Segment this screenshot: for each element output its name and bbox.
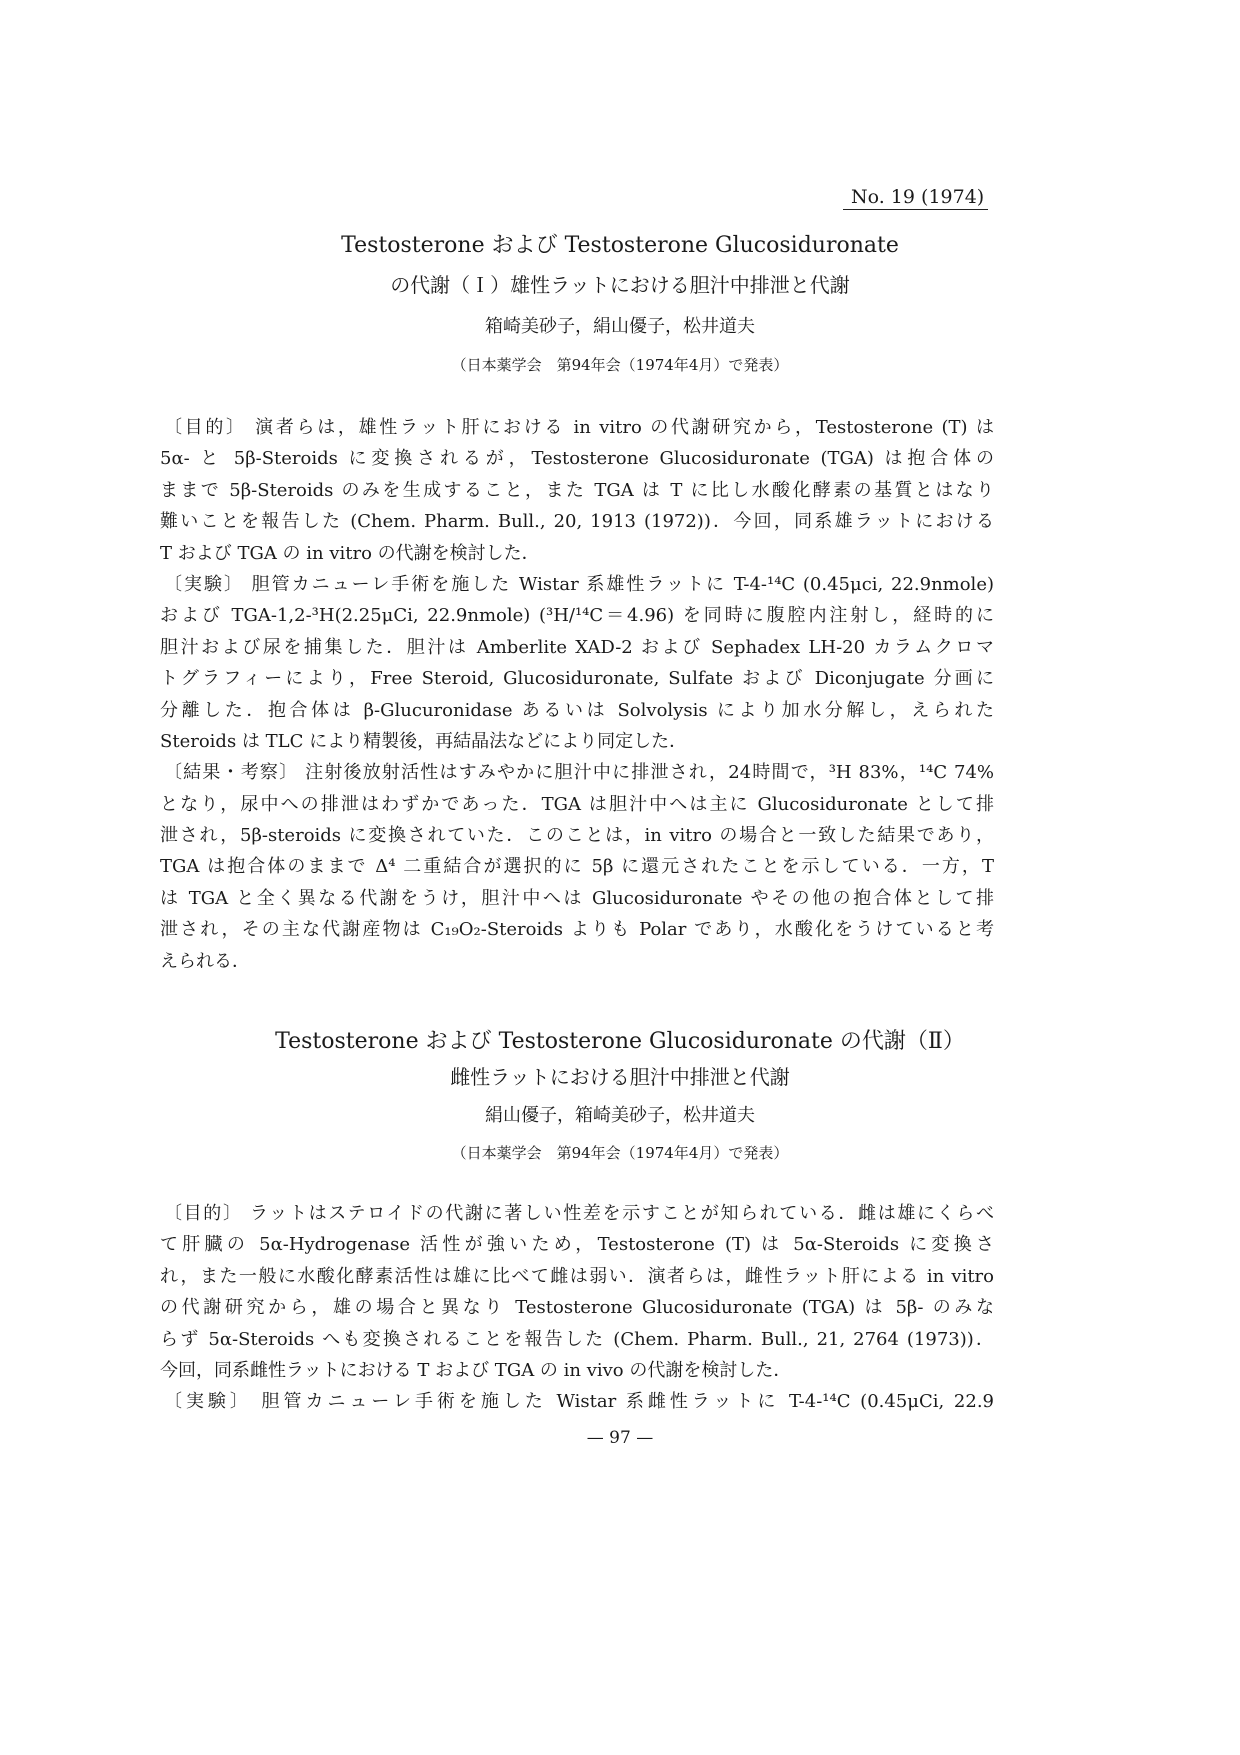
paragraph-line: Steroids は TLC により精製後，再結晶法などにより同定した． — [160, 730, 688, 752]
paragraph-line: 〔結果・考察〕 注射後放射活性はすみやかに胆汁中に排泄され，24時間で，³H 83%，¹⁴C 74% — [164, 762, 994, 784]
article-1-body — [160, 412, 994, 977]
paragraph-line: て肝臓の 5α-Hydrogenase 活性が強いため，Testosterone (T) は 5α-Steroids に変換さ — [160, 1234, 994, 1256]
paragraph-line: TGA は抱合体のままで Δ⁴ 二重結合が選択的に 5β に還元されたことを示している．一方，T — [160, 856, 994, 878]
article-2-title-line-2: 雌性ラットにおける胆汁中排泄と代謝 — [450, 1065, 790, 1089]
paragraph-line: れ，また一般に水酸化酵素活性は雄に比べて雌は弱い．演者らは，雌性ラット肝による in vitro — [160, 1265, 994, 1287]
article-1-authors: 箱崎美砂子，絹山優子，松井道夫 — [485, 316, 755, 337]
paragraph-line: 難いことを報告した (Chem. Pharm. Bull., 20, 1913 (1972))．今回，同系雄ラットにおける — [160, 511, 994, 533]
paragraph-line: 〔実験〕 胆管カニューレ手術を施した Wistar 系雌性ラットに T-4-¹⁴C (0.45μCi, 22.9 — [164, 1391, 994, 1413]
paragraph-line: 〔目的〕 演者らは，雄性ラット肝における in vitro の代謝研究から，Testosterone (T) は — [164, 417, 994, 438]
paragraph-line: 5α- と 5β-Steroids に変換されるが，Testosterone Glucosiduronate (TGA) は抱合体の — [160, 448, 994, 470]
paragraph-line: トグラフィーにより，Free Steroid, Glucosiduronate, Sulfate および Diconjugate 分画に — [160, 668, 994, 690]
paragraph-line: は TGA と全く異なる代謝をうけ，胆汁中へは Glucosiduronate やその他の抱合体として排 — [160, 887, 994, 909]
paragraph-line: 〔目的〕 ラットはステロイドの代謝に著しい性差を示すことが知られている．雌は雄にくらべ — [164, 1203, 994, 1224]
paragraph-line: 今回，同系雌性ラットにおける T および TGA の in vivo の代謝を検討した． — [160, 1359, 792, 1381]
paragraph-line: T および TGA の in vitro の代謝を検討した． — [160, 542, 540, 564]
article-2-authors: 絹山優子，箱崎美砂子，松井道夫 — [485, 1105, 755, 1126]
article-2-meeting: （日本薬学会 第94年会（1974年4月）で発表） — [451, 1144, 789, 1162]
article-1-meeting: （日本薬学会 第94年会（1974年4月）で発表） — [451, 356, 789, 374]
paragraph-line: 〔実験〕 胆管カニューレ手術を施した Wistar 系雄性ラットに T-4-¹⁴C (0.45μci, 22.9nmole) — [164, 573, 994, 595]
paragraph-line: 泄され，5β-steroids に変換されていた．このことは，in vitro の場合と一致した結果であり， — [160, 825, 994, 847]
paragraph-line: えられる． — [160, 950, 250, 972]
paragraph-line: となり，尿中への排泄はわずかであった．TGA は胆汁中へは主に Glucosiduronate として排 — [160, 793, 994, 815]
article-1-title-line-2: の代謝（Ｉ）雄性ラットにおける胆汁中排泄と代謝 — [390, 273, 850, 297]
paragraph-line: ままで 5β-Steroids のみを生成すること，また TGA は T に比し水酸化酵素の基質とはなり — [160, 479, 994, 501]
article-1-title-line-1: Testosterone および Testosterone Glucosiduronate — [341, 233, 899, 258]
article-2-body — [160, 1198, 994, 1418]
issue-number: No. 19 (1974) — [843, 186, 988, 210]
article-2-title-line-1: Testosterone および Testosterone Glucosiduronate の代謝（Ⅱ） — [275, 1029, 965, 1054]
paragraph-line: 分離した．抱合体は β-Glucuronidase あるいは Solvolysis により加水分解し，えられた — [160, 699, 994, 721]
paragraph-line: 胆汁および尿を捕集した．胆汁は Amberlite XAD-2 および Sephadex LH-20 カラムクロマ — [160, 636, 994, 658]
paragraph-line: 泄され，その主な代謝産物は C₁₉O₂-Steroids よりも Polar であり，水酸化をうけていると考 — [160, 919, 994, 941]
paragraph-line: および TGA-1,2-³H(2.25μCi, 22.9nmole) (³H/¹⁴C＝4.96) を同時に腹腔内注射し，経時的に — [160, 605, 994, 627]
paragraph-line: の代謝研究から，雄の場合と異なり Testosterone Glucosiduronate (TGA) は 5β- のみな — [160, 1297, 994, 1319]
page-number: — 97 — — [586, 1428, 654, 1448]
paragraph-line: らず 5α-Steroids へも変換されることを報告した (Chem. Pharm. Bull., 21, 2764 (1973))． — [160, 1328, 994, 1350]
